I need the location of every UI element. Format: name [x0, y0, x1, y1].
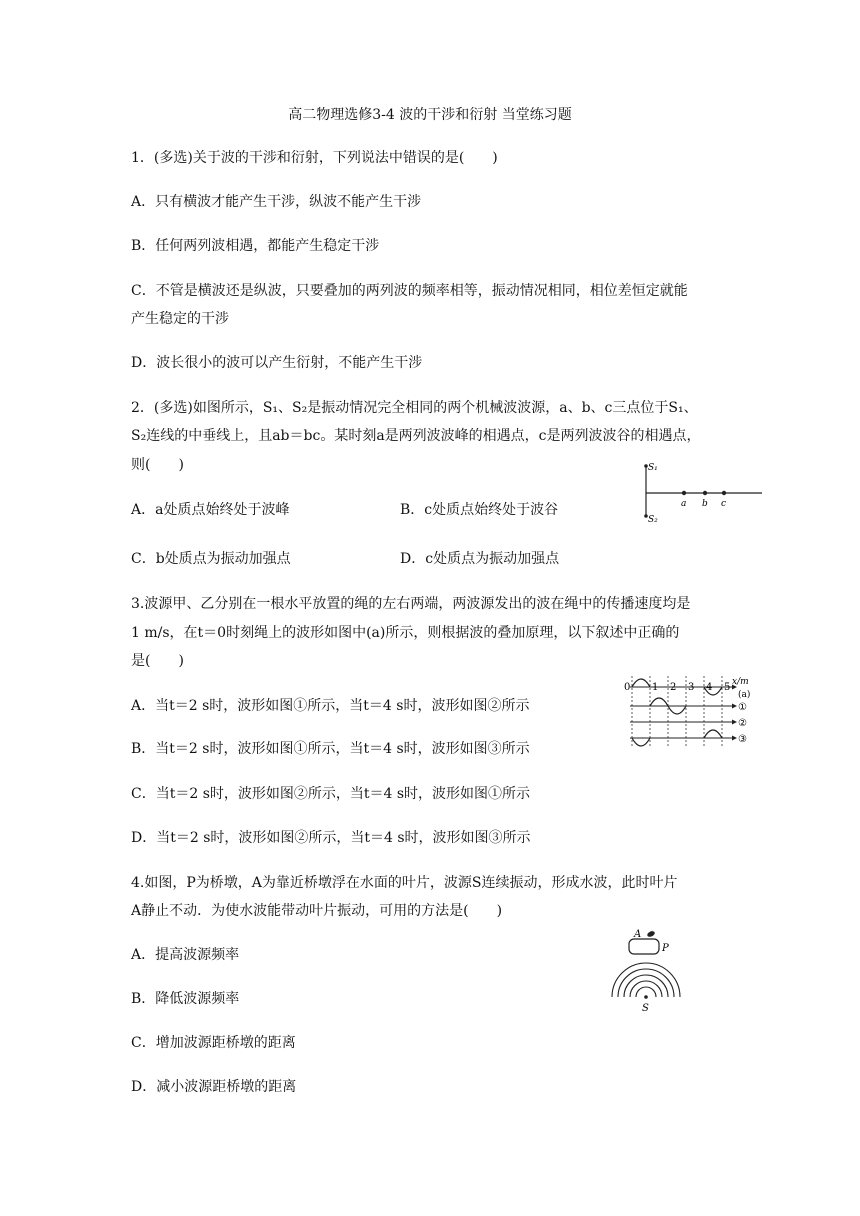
- q3-stem-line2: 1 m/s，在t＝0时刻绳上的波形如图中(a)所示，则根据波的叠加原理，以下叙述中正确的: [131, 625, 680, 641]
- wave-a-left: [632, 679, 650, 687]
- x-axis-unit: x/m: [732, 677, 749, 687]
- point-c-dot: [722, 491, 726, 495]
- wave-3-right: [704, 730, 722, 738]
- q3-figure: [620, 668, 760, 752]
- q2-figure: [638, 458, 764, 528]
- page-title: 高二物理选修3-4 波的干涉和衍射 当堂练习题: [288, 107, 572, 123]
- c-label: c: [721, 499, 727, 509]
- q3-option-a: A．当t＝2 s时，波形如图①所示，当t＝4 s时，波形如图②所示: [131, 698, 530, 714]
- q2-option-b: B．c处质点始终处于波谷: [400, 502, 559, 518]
- q1-option-b: B．任何两列波相遇，都能产生稳定干涉: [131, 238, 380, 254]
- q3-option-b: B．当t＝2 s时，波形如图①所示，当t＝4 s时，波形如图③所示: [131, 741, 530, 757]
- leaf-a: [646, 930, 655, 938]
- tick-2: 2: [670, 682, 677, 693]
- point-a-dot: [682, 491, 686, 495]
- a-label: a: [681, 499, 687, 509]
- q2-stem-line1: 2．(多选)如图所示，S₁、S₂是振动情况完全相同的两个机械波波源，a、b、c三点位于S₁、: [131, 400, 698, 416]
- pier-p: [629, 939, 659, 954]
- q1-option-c: C．不管是横波还是纵波，只要叠加的两列波的频率相等，振动情况相同，相位差恒定就能: [131, 283, 688, 299]
- q2-option-c: C．b处质点为振动加强点: [131, 551, 291, 567]
- q1-option-d: D．波长很小的波可以产生衍射，不能产生干涉: [131, 355, 423, 371]
- q2-option-a: A．a处质点始终处于波峰: [131, 502, 290, 518]
- label-1: ①: [738, 702, 747, 713]
- water-waves: [612, 963, 680, 997]
- tick-0: 0: [624, 682, 631, 693]
- q4-stem-line1: 4.如图，P为桥墩，A为靠近桥墩浮在水面的叶片，波源S连续振动，形成水波，此时叶片: [131, 875, 678, 891]
- q3-stem-line1: 3.波源甲、乙分别在一根水平放置的绳的左右两端，两波源发出的波在绳中的传播速度均是: [131, 596, 691, 612]
- b-label: b: [702, 499, 708, 509]
- q1-stem: 1．(多选)关于波的干涉和衍射，下列说法中错误的是( ): [131, 150, 498, 166]
- q4-option-c: C．增加波源距桥墩的距离: [131, 1035, 296, 1051]
- q2-stem-line2: S₂连线的中垂线上，且ab＝bc。某时刻a是两列波波峰的相遇点，c是两列波波谷的相遇点，: [131, 428, 701, 444]
- wave-3-left: [632, 738, 650, 746]
- label-A: A: [634, 929, 642, 940]
- tick-5: 5: [724, 682, 731, 693]
- s2-label: S₂: [648, 515, 658, 525]
- tick-4: 4: [706, 682, 713, 693]
- source-s-dot: [644, 995, 648, 999]
- q2-option-d: D．c处质点为振动加强点: [400, 551, 560, 567]
- q4-option-b: B．降低波源频率: [131, 991, 240, 1007]
- label-P: P: [662, 943, 669, 954]
- label-S: S: [642, 1003, 649, 1014]
- label-2: ②: [738, 718, 747, 729]
- q4-figure: [604, 924, 690, 1016]
- point-b-dot: [703, 491, 707, 495]
- q2-stem-line3: 则( ): [131, 457, 184, 473]
- q3-stem-line3: 是( ): [131, 653, 184, 669]
- q1-option-a: A．只有横波才能产生干涉，纵波不能产生干涉: [131, 194, 422, 210]
- q3-option-c: C．当t＝2 s时，波形如图②所示，当t＝4 s时，波形如图①所示: [131, 786, 531, 802]
- label-a: (a): [738, 690, 751, 700]
- tick-3: 3: [688, 682, 695, 693]
- q4-stem-line2: A静止不动．为使水波能带动叶片振动，可用的方法是( ): [131, 903, 503, 919]
- q4-option-a: A．提高波源频率: [131, 947, 240, 963]
- label-3: ③: [738, 734, 747, 745]
- q1-option-c-cont: 产生稳定的干涉: [131, 311, 229, 327]
- tick-1: 1: [652, 682, 659, 693]
- q3-option-d: D．当t＝2 s时，波形如图②所示，当t＝4 s时，波形如图③所示: [131, 830, 531, 846]
- s1-label: S₁: [648, 463, 658, 473]
- q4-option-d: D．减小波源距桥墩的距离: [131, 1079, 297, 1095]
